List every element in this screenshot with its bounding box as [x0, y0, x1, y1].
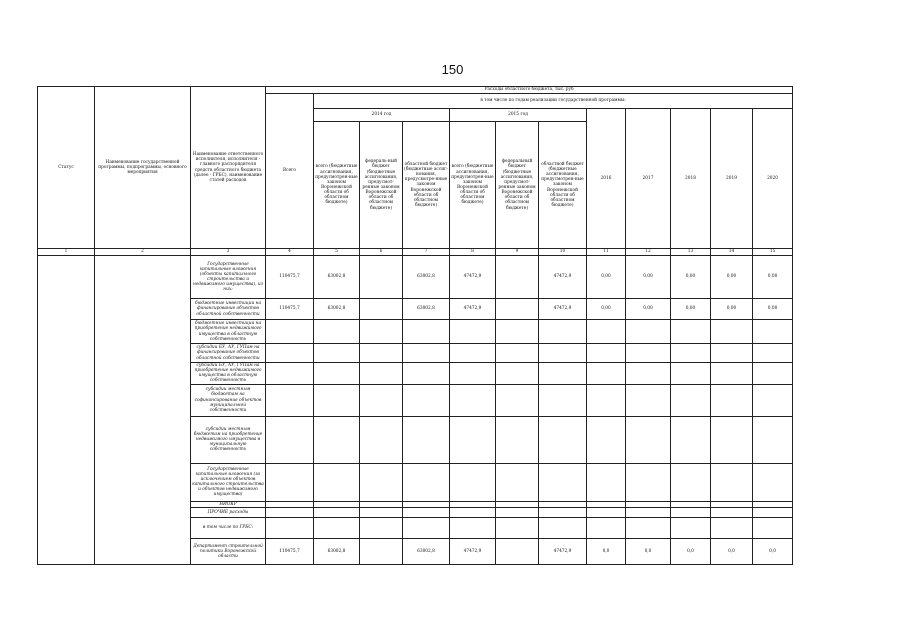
status-cell — [38, 256, 95, 565]
header-all-2014: всего (бюджетные ассигнования, предусмотрен-ные законом Воронежской области об областном бюджете) — [314, 122, 360, 249]
row-name: в том числе по ГРБС: — [191, 517, 266, 538]
value-cell — [753, 517, 793, 538]
value-cell: 0,00 — [587, 256, 626, 299]
value-cell — [450, 517, 496, 538]
column-number: 7 — [403, 249, 450, 256]
value-cell — [360, 344, 403, 363]
value-cell — [266, 344, 314, 363]
header-year-2018: 2018 — [671, 109, 711, 249]
header-program: Наименование государственной программы, подпрограммы, основного мероприятия — [95, 87, 191, 249]
value-cell — [711, 384, 753, 416]
value-cell — [753, 463, 793, 501]
value-cell: 47472,9 — [450, 256, 496, 299]
row-name: субсидии местным бюджетам на приобретение недвижимого имущества в муниципальную собственность — [191, 416, 266, 463]
row-name: бюджетные инвестиции на финансирование объектов областной собственности — [191, 299, 266, 320]
value-cell: 0,00 — [587, 299, 626, 320]
budget-table — [37, 86, 793, 565]
row-name: Государственные капитальные вложения (за исключением объектов капитального строительства и объектов недвижимого имущества) — [191, 463, 266, 501]
program-cell — [95, 256, 191, 565]
value-cell — [626, 384, 671, 416]
column-number: 5 — [314, 249, 360, 256]
value-cell: 0,0 — [711, 538, 753, 564]
value-cell — [266, 463, 314, 501]
column-number: 15 — [753, 249, 793, 256]
value-cell — [587, 384, 626, 416]
value-cell: 0,0 — [753, 538, 793, 564]
value-cell — [450, 384, 496, 416]
column-number: 10 — [539, 249, 587, 256]
header-executor: Наименование ответственного исполнителя, исполнителя - главного распорядителя средств областного бюджета (далее - ГРБС), наименование статей расходов — [191, 87, 266, 249]
value-cell: 63002,8 — [314, 299, 360, 320]
value-cell: 0,00 — [753, 299, 793, 320]
header-fed-2015: федеральный бюджет (бюджетные ассигнования, предусмот-ренные законом Воронежской области об областном бюджете) — [496, 122, 539, 249]
header-status: Статус — [38, 87, 95, 249]
value-cell: 47472,9 — [450, 299, 496, 320]
value-cell — [626, 363, 671, 385]
value-cell: 0,0 — [587, 538, 626, 564]
value-cell — [496, 299, 539, 320]
value-cell: 110475,7 — [266, 299, 314, 320]
value-cell: 63002,8 — [403, 256, 450, 299]
value-cell — [360, 538, 403, 564]
value-cell — [496, 416, 539, 463]
value-cell — [314, 320, 360, 344]
header-year-2014: 2014 год — [314, 109, 450, 122]
value-cell — [266, 416, 314, 463]
value-cell — [626, 416, 671, 463]
value-cell — [360, 256, 403, 299]
value-cell — [671, 384, 711, 416]
value-cell: 63002,8 — [314, 538, 360, 564]
value-cell — [626, 344, 671, 363]
column-number: 14 — [711, 249, 753, 256]
column-number: 9 — [496, 249, 539, 256]
table-row — [38, 256, 793, 299]
value-cell — [314, 463, 360, 501]
value-cell — [671, 344, 711, 363]
header-year-2015: 2015 год — [450, 109, 587, 122]
value-cell — [266, 363, 314, 385]
value-cell: 110475,7 — [266, 538, 314, 564]
value-cell — [360, 517, 403, 538]
value-cell — [626, 507, 671, 517]
value-cell: 0,00 — [711, 299, 753, 320]
value-cell: 0,0 — [671, 538, 711, 564]
column-number: 13 — [671, 249, 711, 256]
column-number: 11 — [587, 249, 626, 256]
value-cell — [314, 384, 360, 416]
header-year-2016: 2016 — [587, 109, 626, 249]
header-obl-2014: областной бюджет (бюджетные ассиг-нования, предусмотре-нные законом Воронежской области об областном бюджете) — [403, 122, 450, 249]
value-cell — [314, 363, 360, 385]
column-number: 8 — [450, 249, 496, 256]
value-cell: 0,00 — [753, 256, 793, 299]
column-number: 4 — [266, 249, 314, 256]
value-cell — [403, 384, 450, 416]
value-cell — [671, 463, 711, 501]
value-cell — [539, 517, 587, 538]
value-cell — [711, 363, 753, 385]
value-cell — [266, 384, 314, 416]
value-cell — [403, 507, 450, 517]
value-cell — [450, 344, 496, 363]
value-cell — [587, 517, 626, 538]
value-cell — [711, 416, 753, 463]
value-cell — [496, 463, 539, 501]
value-cell: 63002,8 — [403, 538, 450, 564]
header-all-2015: всего (бюджетные ассигнования, предусмотрен-ные законом Воронежской области об областном бюджете) — [450, 122, 496, 249]
column-number: 12 — [626, 249, 671, 256]
value-cell — [539, 363, 587, 385]
value-cell — [671, 517, 711, 538]
value-cell — [450, 416, 496, 463]
value-cell — [496, 344, 539, 363]
value-cell: 47472,9 — [539, 538, 587, 564]
value-cell — [266, 320, 314, 344]
value-cell — [539, 320, 587, 344]
value-cell — [360, 320, 403, 344]
value-cell — [496, 363, 539, 385]
value-cell — [753, 384, 793, 416]
value-cell — [314, 416, 360, 463]
value-cell — [496, 256, 539, 299]
row-name: Государственные капитальные вложения (объекты капитального строительства и недвижимого имущества), из них: — [191, 256, 266, 299]
row-name: НИОКР — [191, 501, 266, 507]
value-cell — [711, 517, 753, 538]
value-cell — [403, 463, 450, 501]
value-cell — [360, 507, 403, 517]
value-cell — [266, 507, 314, 517]
value-cell: 0,00 — [671, 299, 711, 320]
value-cell: 47472,9 — [539, 299, 587, 320]
column-numbers-row — [38, 249, 793, 256]
value-cell — [711, 344, 753, 363]
value-cell — [587, 416, 626, 463]
value-cell — [587, 363, 626, 385]
row-name: субсидии БУ, АУ, ГУПам на финансирование объектов областной собственности — [191, 344, 266, 363]
value-cell — [496, 517, 539, 538]
value-cell — [626, 320, 671, 344]
value-cell — [753, 344, 793, 363]
header-row-1 — [38, 87, 793, 94]
row-name: бюджетные инвестиции на приобретение недвижимого имущества в областную собственность — [191, 320, 266, 344]
value-cell — [626, 463, 671, 501]
value-cell: 0,00 — [671, 256, 711, 299]
value-cell — [360, 384, 403, 416]
value-cell — [496, 538, 539, 564]
value-cell — [403, 416, 450, 463]
value-cell — [711, 507, 753, 517]
header-year-2019: 2019 — [711, 109, 753, 249]
value-cell: 47472,9 — [539, 256, 587, 299]
header-total: Всего — [266, 94, 314, 249]
value-cell — [450, 320, 496, 344]
value-cell — [587, 344, 626, 363]
header-by-years: в том числе по годам реализации государственной программы: — [314, 94, 793, 109]
value-cell — [450, 507, 496, 517]
value-cell — [711, 320, 753, 344]
value-cell — [753, 320, 793, 344]
value-cell: 63002,8 — [314, 256, 360, 299]
value-cell — [403, 344, 450, 363]
value-cell — [360, 363, 403, 385]
header-obl-2015: областной бюджет (бюджетные ассигнования, предусмотрен-ные законом Воронежской области об областном бюджете) — [539, 122, 587, 249]
value-cell — [450, 463, 496, 501]
value-cell — [266, 517, 314, 538]
page-number: 150 — [441, 62, 464, 77]
value-cell — [314, 344, 360, 363]
column-number: 3 — [191, 249, 266, 256]
value-cell — [626, 517, 671, 538]
value-cell — [539, 416, 587, 463]
row-name: субсидии местным бюджетам на софинансирование объектов муниципальной собственности — [191, 384, 266, 416]
value-cell — [671, 320, 711, 344]
value-cell: 63002,8 — [403, 299, 450, 320]
value-cell — [496, 320, 539, 344]
value-cell — [314, 517, 360, 538]
header-year-2020: 2020 — [753, 109, 793, 249]
value-cell — [403, 517, 450, 538]
value-cell: 0,0 — [626, 538, 671, 564]
column-number: 2 — [95, 249, 191, 256]
value-cell — [403, 363, 450, 385]
row-name: Департамент строительной политики Воронежской области — [191, 538, 266, 564]
header-year-2017: 2017 — [626, 109, 671, 249]
value-cell — [539, 463, 587, 501]
value-cell: 110475,7 — [266, 256, 314, 299]
column-number: 1 — [38, 249, 95, 256]
value-cell — [496, 507, 539, 517]
value-cell — [539, 384, 587, 416]
value-cell: 47472,9 — [450, 538, 496, 564]
header-expenses: Расходы областного бюджета, тыс. руб — [266, 87, 793, 94]
value-cell — [539, 344, 587, 363]
value-cell — [587, 463, 626, 501]
column-number: 6 — [360, 249, 403, 256]
row-name: субсидии БУ, АУ, ГУПам на приобретение недвижимого имущества в областную собственность — [191, 363, 266, 385]
value-cell — [403, 320, 450, 344]
value-cell — [753, 363, 793, 385]
value-cell — [753, 507, 793, 517]
value-cell — [671, 416, 711, 463]
value-cell — [671, 363, 711, 385]
header-fed-2014: федераль-ный бюджет (бюджетные ассигнования, предусмот-ренные законом Воронежской области об областном бюджете) — [360, 122, 403, 249]
value-cell — [360, 299, 403, 320]
value-cell — [587, 507, 626, 517]
value-cell — [360, 416, 403, 463]
value-cell — [360, 463, 403, 501]
value-cell — [671, 507, 711, 517]
value-cell: 0,00 — [626, 256, 671, 299]
value-cell — [450, 363, 496, 385]
value-cell — [496, 384, 539, 416]
value-cell — [587, 320, 626, 344]
row-name: ПРОЧИЕ расходы — [191, 507, 266, 517]
value-cell: 0,00 — [626, 299, 671, 320]
value-cell — [711, 463, 753, 501]
value-cell: 0,00 — [711, 256, 753, 299]
value-cell — [539, 507, 587, 517]
value-cell — [314, 507, 360, 517]
value-cell — [753, 416, 793, 463]
